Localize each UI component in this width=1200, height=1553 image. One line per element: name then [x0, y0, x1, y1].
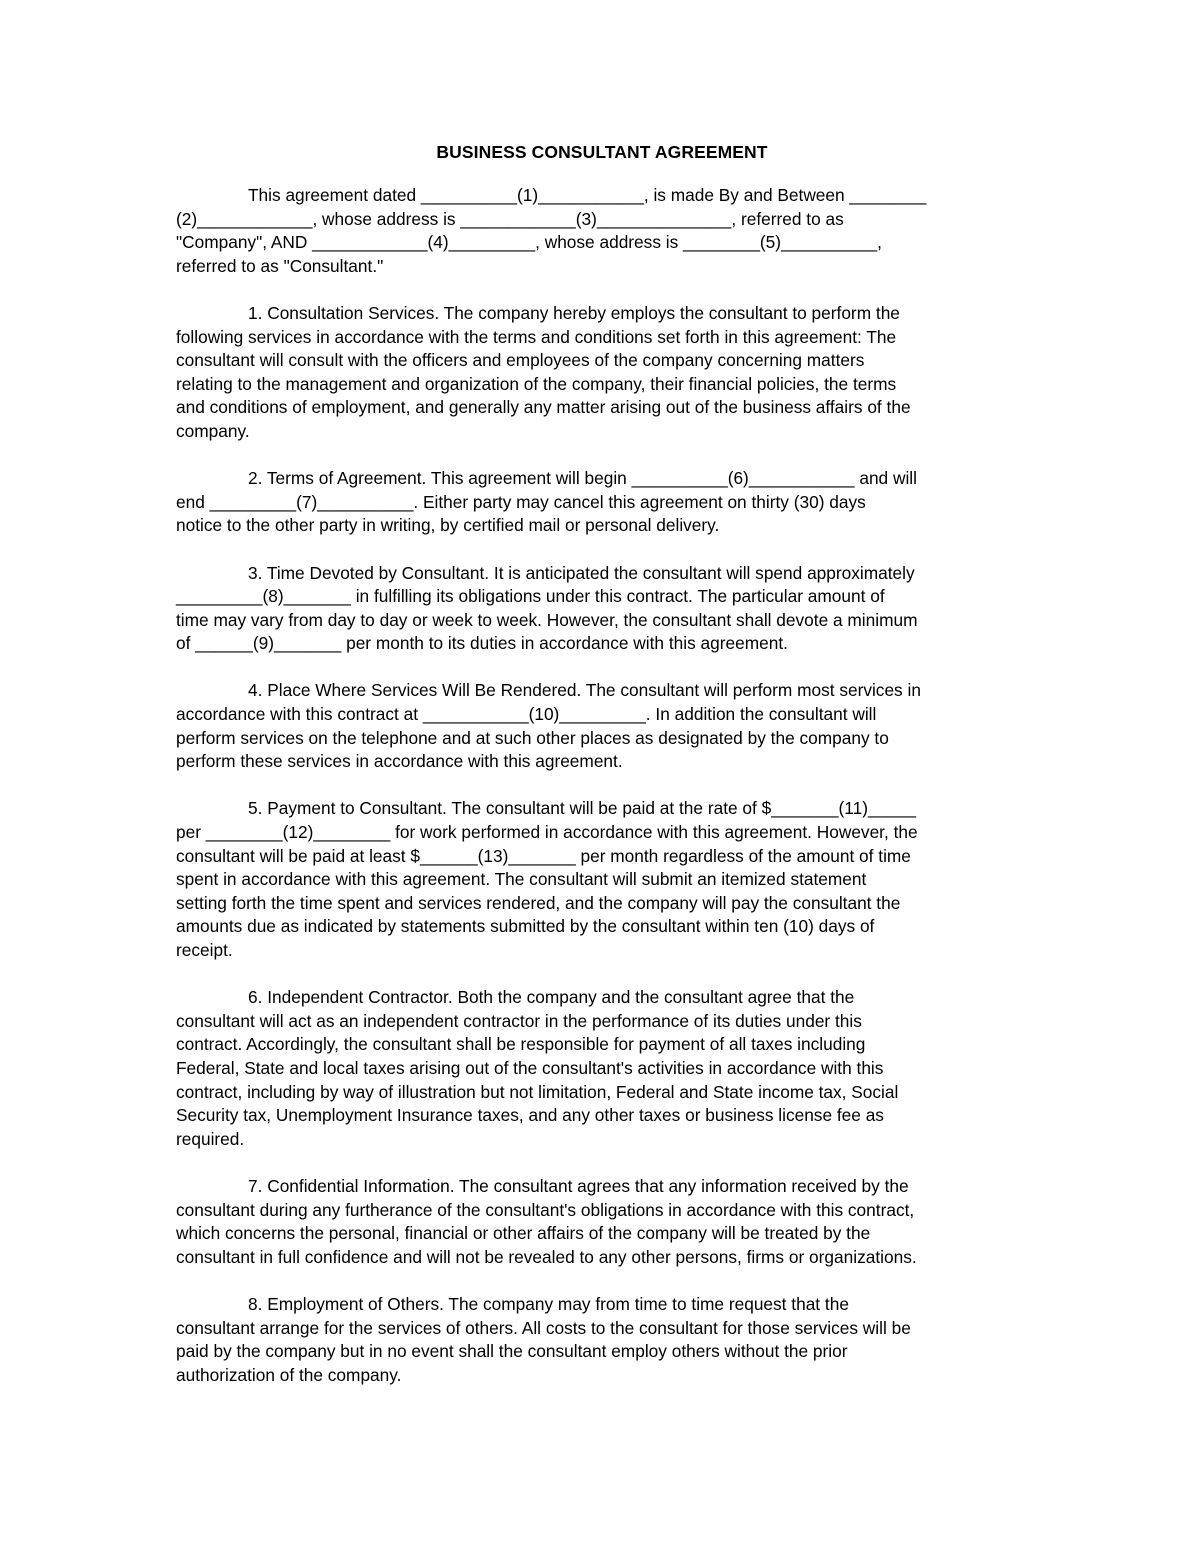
paragraph-section-8 [176, 1293, 1028, 1387]
paragraph-section-5 [176, 797, 1028, 962]
paragraph-section-2 [176, 467, 1028, 538]
paragraph-line: 1. Consultation Services. The company hereby employs the consultant to perform the [248, 302, 900, 323]
paragraph-line: which concerns the personal, financial or other affairs of the company will be treated by the [176, 1223, 871, 1244]
paragraph-line: of ______(9)_______ per month to its duties in accordance with this agreement. [176, 633, 788, 654]
paragraph-line: paid by the company but in no event shall the consultant employ others without the prior [176, 1341, 848, 1362]
document-page [176, 140, 1028, 1411]
paragraph-line: 3. Time Devoted by Consultant. It is anticipated the consultant will spend approximately [248, 562, 915, 583]
paragraph-line: _________(8)_______ in fulfilling its obligations under this contract. The particular amount of [176, 586, 885, 607]
paragraph-line: authorization of the company. [176, 1364, 402, 1385]
paragraph-line: 6. Independent Contractor. Both the company and the consultant agree that the [248, 987, 855, 1008]
paragraph-line: consultant in full confidence and will not be revealed to any other persons, firms or organizations. [176, 1246, 917, 1267]
paragraph-line: following services in accordance with the terms and conditions set forth in this agreement: The [176, 326, 897, 347]
paragraph-line: relating to the management and organization of the company, their financial policies, the terms [176, 373, 897, 394]
paragraph-section-1 [176, 302, 1028, 444]
paragraph-section-7 [176, 1175, 1028, 1269]
paragraph-line: setting forth the time spent and services rendered, and the company will pay the consultant the [176, 892, 901, 913]
paragraph-line: contract, including by way of illustration but not limitation, Federal and State income tax, Social [176, 1081, 899, 1102]
paragraph-line: 7. Confidential Information. The consultant agrees that any information received by the [248, 1175, 909, 1196]
paragraph-line: consultant will consult with the officers and employees of the company concerning matters [176, 350, 865, 371]
paragraph-line: consultant during any furtherance of the consultant's obligations in accordance with this contract, [176, 1199, 915, 1220]
paragraph-line: This agreement dated __________(1)___________, is made By and Between ________ [248, 185, 927, 205]
paragraph-line: amounts due as indicated by statements submitted by the consultant within ten (10) days of [176, 916, 875, 937]
document-body [176, 184, 1028, 1387]
paragraph-line: referred to as "Consultant." [176, 255, 384, 276]
paragraph-line: consultant will be paid at least $______(13)_______ per month regardless of the amount of time [176, 845, 911, 866]
paragraph-intro [176, 184, 1028, 278]
paragraph-line: 4. Place Where Services Will Be Rendered. The consultant will perform most services in [248, 680, 921, 701]
paragraph-section-6 [176, 986, 1028, 1151]
paragraph-line: perform these services in accordance with this agreement. [176, 751, 623, 772]
paragraph-section-3 [176, 562, 1028, 656]
paragraph-section-4 [176, 679, 1028, 773]
paragraph-line: required. [176, 1128, 245, 1149]
paragraph-line: consultant arrange for the services of others. All costs to the consultant for those services will be [176, 1317, 911, 1338]
paragraph-line: receipt. [176, 940, 233, 960]
paragraph-line: perform services on the telephone and at such other places as designated by the company to [176, 727, 889, 748]
paragraph-line: 2. Terms of Agreement. This agreement will begin __________(6)___________ and will [248, 468, 917, 489]
paragraph-line: Federal, State and local taxes arising out of the consultant's activities in accordance with this [176, 1057, 884, 1078]
paragraph-line: 5. Payment to Consultant. The consultant will be paid at the rate of $_______(11)_____ [248, 798, 917, 819]
paragraph-line: consultant will act as an independent contractor in the performance of its duties under this [176, 1010, 862, 1031]
paragraph-line: contract. Accordingly, the consultant shall be responsible for payment of all taxes including [176, 1034, 866, 1055]
document-title: BUSINESS CONSULTANT AGREEMENT [436, 142, 768, 162]
paragraph-line: time may vary from day to day or week to week. However, the consultant shall devote a minimum [176, 609, 918, 630]
paragraph-line: notice to the other party in writing, by certified mail or personal delivery. [176, 515, 720, 536]
paragraph-line: end _________(7)__________. Either party may cancel this agreement on thirty (30) days [176, 491, 866, 512]
paragraph-line: 8. Employment of Others. The company may from time to time request that the [248, 1293, 849, 1314]
paragraph-line: (2)____________, whose address is ____________(3)______________, referred to as [176, 208, 844, 229]
paragraph-line: "Company", AND ____________(4)_________, whose address is ________(5)__________, [176, 232, 882, 253]
paragraph-line: accordance with this contract at ___________(10)_________. In addition the consultant will [176, 704, 877, 725]
paragraph-line: spent in accordance with this agreement. The consultant will submit an itemized statement [176, 869, 867, 890]
paragraph-line: company. [176, 420, 250, 441]
paragraph-line: per ________(12)________ for work performed in accordance with this agreement. However, the [176, 822, 918, 843]
paragraph-line: Security tax, Unemployment Insurance taxes, and any other taxes or business license fee as [176, 1105, 884, 1126]
paragraph-line: and conditions of employment, and generally any matter arising out of the business affairs of the [176, 397, 911, 418]
